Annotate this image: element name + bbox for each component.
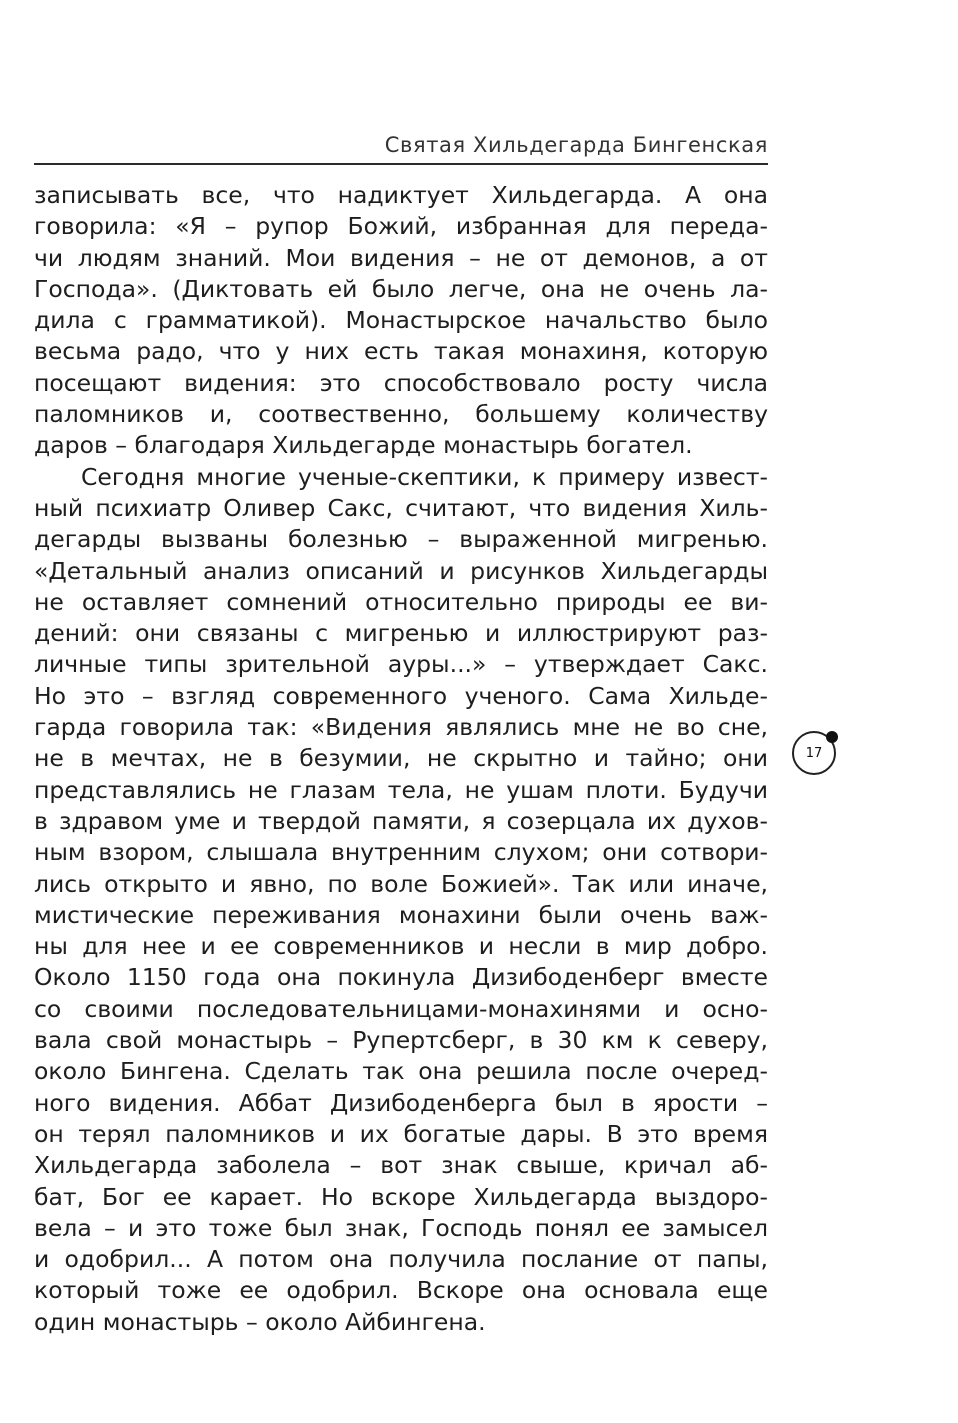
text-line: лись открыто и явно, по воле Божией». Так или иначе, (34, 869, 768, 898)
text-line: вела – и это тоже был знак, Господь понял ее замысел (34, 1213, 768, 1242)
text-line: он терял паломников и их богатые дары. В это время (34, 1119, 768, 1148)
text-line: в здравом уме и твердой памяти, я созерцала их духов- (34, 806, 768, 835)
text-line: не в мечтах, не в безумии, не скрытно и тайно; они (34, 744, 768, 773)
text-line: ны для нее и ее современников и несли в мир добро. (34, 932, 768, 961)
text-line: даров – благодаря Хильдегарде монастырь богател. (34, 431, 693, 460)
text-line: ным взором, слышала внутренним слухом; они сотвори- (34, 838, 768, 867)
text-line: «Детальный анализ описаний и рисунков Хильдегарды (34, 556, 768, 585)
text-line: посещают видения: это способствовало росту числа (34, 368, 768, 397)
running-header-title: Святая Хильдегарда Бингенская (384, 133, 768, 157)
text-line: говорила: «Я – рупор Божий, избранная для переда- (34, 212, 768, 241)
text-line: один монастырь – около Айбингена. (34, 1307, 486, 1336)
text-line: личные типы зрительной ауры...» – утверждает Сакс. (34, 650, 768, 679)
text-line: и одобрил... А потом она получила послание от папы, (34, 1245, 768, 1274)
text-line: записывать все, что надиктует Хильдегарда. А она (34, 181, 768, 209)
text-line: мистические переживания монахини были очень важ- (34, 900, 768, 929)
text-line: который тоже ее одобрил. Вскоре она основала еще (34, 1276, 768, 1305)
text-line: со своими последовательницами-монахинями и осно- (34, 994, 768, 1023)
text-line: бат, Бог ее карает. Но вскоре Хильдегарда выздоро- (34, 1182, 768, 1211)
text-line: дений: они связаны с мигренью и иллюстрируют раз- (34, 619, 768, 648)
text-line: Около 1150 года она покинула Дизибоденберг вместе (34, 963, 768, 992)
text-line: около Бингена. Сделать так она решила после очеред- (34, 1057, 768, 1086)
text-line: ный психиатр Оливер Сакс, считают, что видения Хиль- (34, 493, 768, 522)
text-line: гарда говорила так: «Видения являлись мне не во сне, (34, 713, 768, 742)
running-header (34, 133, 768, 165)
text-line: весьма радо, что у них есть такая монахиня, которую (34, 337, 768, 366)
body-text (34, 180, 768, 1338)
text-line: не оставляет сомнений относительно природы ее ви- (34, 587, 768, 616)
text-line: паломников и, соотвественно, большему количеству (34, 400, 768, 429)
text-line: представлялись не глазам тела, не ушам плоти. Будучи (34, 775, 768, 804)
text-line: вала свой монастырь – Рупертсберг, в 30 км к северу, (34, 1026, 768, 1055)
text-line: Сегодня многие ученые-скептики, к примеру извест- (81, 462, 768, 491)
page-number-dot-icon (826, 731, 838, 743)
text-line: Хильдегарда заболела – вот знак свыше, кричал аб- (34, 1151, 768, 1180)
text-line: дегарды вызваны болезнью – выраженной мигренью. (34, 525, 768, 554)
text-line: Господа». (Диктовать ей было легче, она не очень ла- (34, 274, 768, 303)
text-line: ного видения. Аббат Дизибоденберга был в ярости – (34, 1088, 768, 1117)
text-line: дила с грамматикой). Монастырское начальство было (34, 306, 768, 335)
page-number: 17 (805, 745, 823, 761)
text-line: Но это – взгляд современного ученого. Сама Хильде- (34, 681, 768, 710)
text-line: чи людям знаний. Мои видения – не от демонов, а от (34, 243, 768, 272)
